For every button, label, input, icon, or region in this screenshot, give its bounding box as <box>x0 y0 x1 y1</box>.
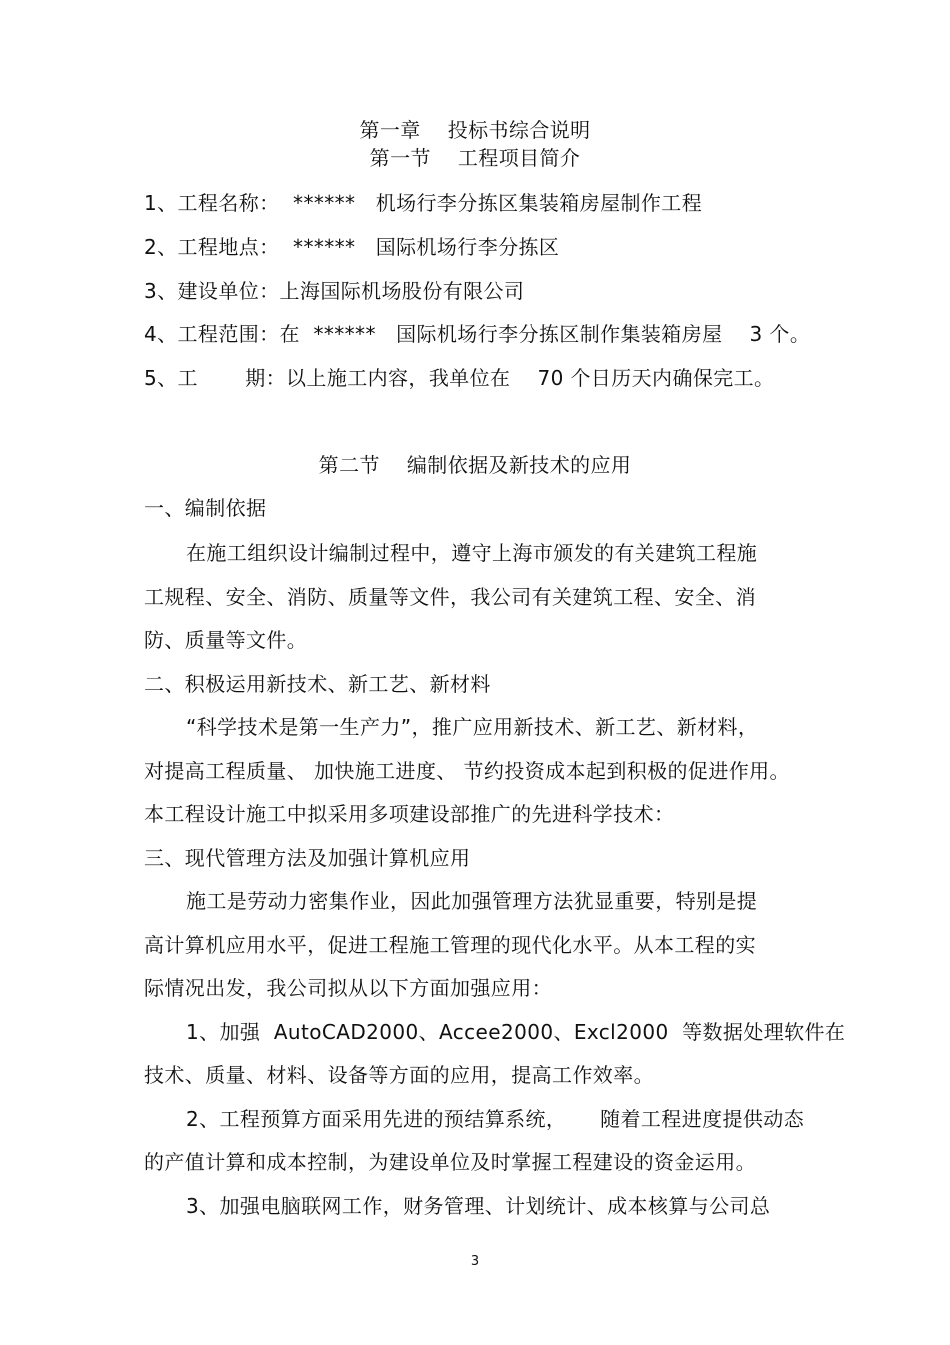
paragraph-line: 工规程、安全、消防、质量等文件，我公司有关建筑工程、安全、消 <box>144 585 756 609</box>
paragraph-line: “科学技术是第一生产力”，推广应用新技术、新工艺、新材料， <box>186 715 759 739</box>
paragraph-line: 际情况出发，我公司拟从以下方面加强应用： <box>144 976 552 1000</box>
project-item: 1、工程名称： ****** 机场行李分拣区集装箱房屋制作工程 <box>144 191 703 215</box>
subheading: 三、现代管理方法及加强计算机应用 <box>144 846 471 870</box>
subheading: 一、编制依据 <box>144 496 267 520</box>
paragraph-line: 的产值计算和成本控制，为建设单位及时掌握工程建设的资金运用。 <box>144 1150 756 1174</box>
paragraph-line: 施工是劳动力密集作业，因此加强管理方法犹显重要，特别是提 <box>186 889 758 913</box>
paragraph-line: 在施工组织设计编制过程中，遵守上海市颁发的有关建筑工程施 <box>186 541 758 565</box>
chapter-title: 第一章 投标书综合说明 <box>359 118 591 142</box>
paragraph-line: 2、工程预算方面采用先进的预结算系统， 随着工程进度提供动态 <box>186 1107 805 1131</box>
project-item: 2、工程地点： ****** 国际机场行李分拣区 <box>144 235 560 259</box>
section-title: 第一节 工程项目简介 <box>369 146 581 170</box>
project-item: 4、工程范围：在 ****** 国际机场行李分拣区制作集装箱房屋 3 个。 <box>144 322 811 346</box>
project-item: 3、建设单位：上海国际机场股份有限公司 <box>144 279 525 303</box>
paragraph-line: 技术、质量、材料、设备等方面的应用，提高工作效率。 <box>144 1063 654 1087</box>
paragraph-line: 3、加强电脑联网工作，财务管理、计划统计、成本核算与公司总 <box>186 1194 771 1218</box>
paragraph-line: 对提高工程质量、 加快施工进度、 节约投资成本起到积极的促进作用。 <box>144 759 790 783</box>
subheading: 二、积极运用新技术、新工艺、新材料 <box>144 672 491 696</box>
page-number: 3 <box>470 1254 480 1269</box>
paragraph-line: 高计算机应用水平，促进工程施工管理的现代化水平。从本工程的实 <box>144 933 756 957</box>
project-item: 5、工 期：以上施工内容，我单位在 70 个日历天内确保完工。 <box>144 366 775 390</box>
paragraph-line: 1、加强 AutoCAD2000、Accee2000、Excl2000 等数据处理软件在 <box>186 1020 846 1044</box>
paragraph-line: 防、质量等文件。 <box>144 628 308 652</box>
paragraph-line: 本工程设计施工中拟采用多项建设部推广的先进科学技术： <box>144 802 675 826</box>
section-title: 第二节 编制依据及新技术的应用 <box>318 453 632 477</box>
